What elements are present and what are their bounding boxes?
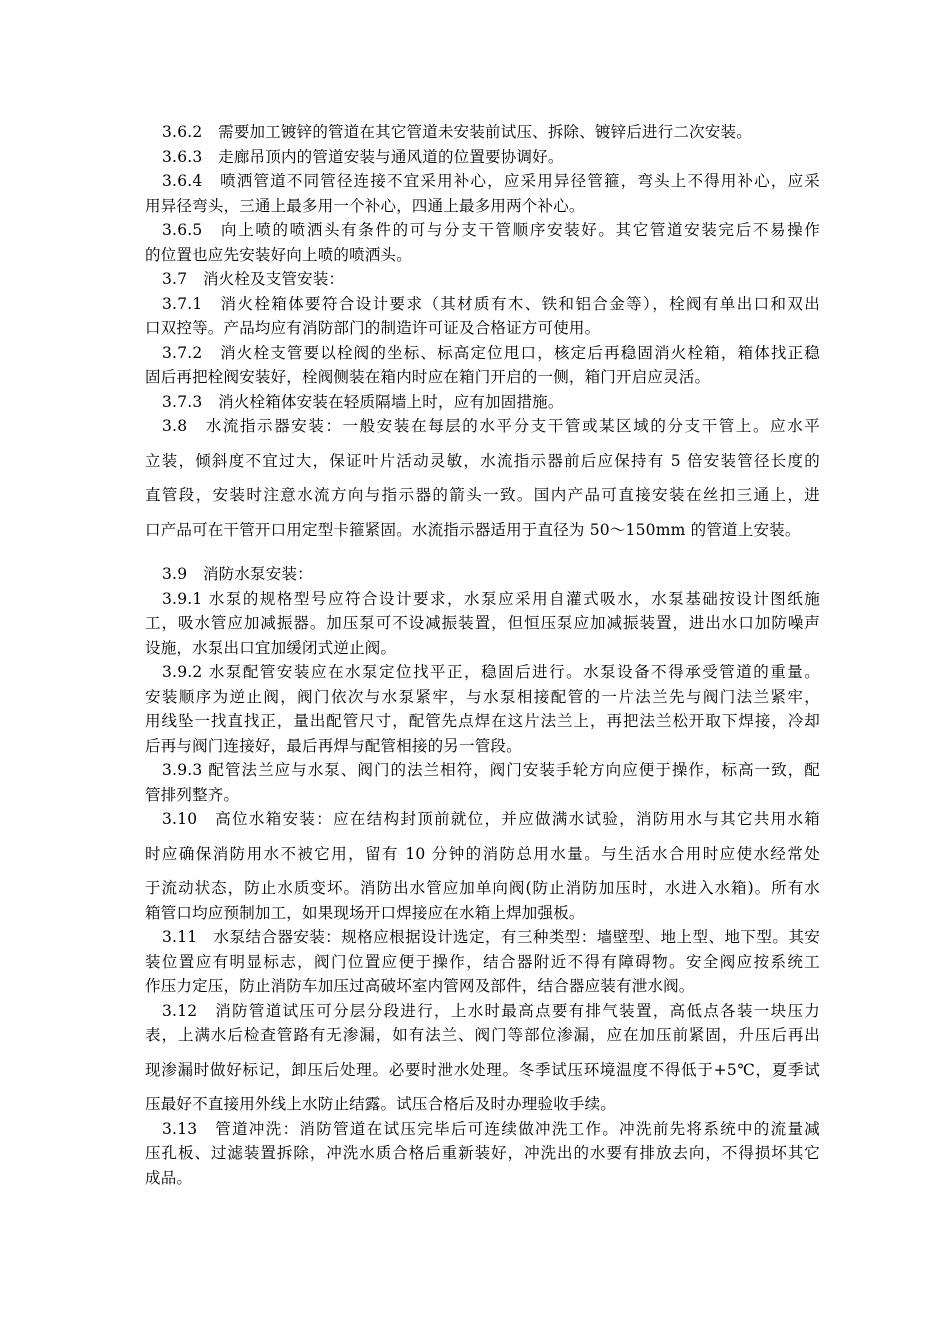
text-line: 后再与阀门连接好，最后再焊与配管相接的另一管段。 xyxy=(145,736,522,755)
text-line: 压最好不直接用外线上水防止结露。试压合格后及时办理验收手续。 xyxy=(145,1095,617,1113)
text-line: 工，吸水管应加减振器。加压泵可不设减振装置，但恒压泵应加减振装置，进出水口加防噪声 xyxy=(145,614,820,632)
text-line: 3.8 水流指示器安装：一般安装在每层的水平分支干管或某区域的分支干管上。应水平 xyxy=(162,417,820,435)
text-line: 3.9.1 水泵的规格型号应符合设计要求，水泵应采用自灌式吸水，水泵基础按设计图纸施 xyxy=(162,589,820,608)
text-line: 3.7.3 消火栓箱体安装在轻质隔墙上时，应有加固措施。 xyxy=(162,392,564,411)
text-line: 立装，倾斜度不宜过大，保证叶片活动灵敏，水流指示器前后应保持有 5 倍安装管径长度的 xyxy=(145,451,820,470)
text-line: 用线坠一找直找正，量出配管尺寸，配管先点焊在这片法兰上，再把法兰松开取下焊接，冷却 xyxy=(145,712,820,730)
para-3-13 xyxy=(145,1117,820,1191)
para-3-12 xyxy=(145,999,820,1117)
section-heading: 3.7 消火栓及支管安装： xyxy=(162,270,345,288)
para-3-6-3 xyxy=(145,145,820,170)
para-3-9-3 xyxy=(145,758,820,807)
text-line: 装位置应有明显标志，阀门位置应便于操作，结合器附近不得有障碍物。安全阀应按系统工 xyxy=(145,952,820,971)
para-3-6-4 xyxy=(145,169,820,218)
text-line: 3.12 消防管道试压可分层分段进行，上水时最高点要有排气装置，高低点各装一块压力 xyxy=(162,1001,820,1020)
text-line: 作压力定压，防止消防车加压过高破坏室内管网及部件，结合器应装有泄水阀。 xyxy=(145,977,695,995)
text-line: 3.9.2 水泵配管安装应在水泵定位找平正，稳固后进行。水泵设备不得承受管道的重量。 xyxy=(162,663,820,681)
text-line: 箱管口均应预制加工，如果现场开口焊接应在水箱上焊加强板。 xyxy=(145,903,585,922)
para-3-7-3 xyxy=(145,390,820,415)
text-line: 3.6.4 喷洒管道不同管径连接不宜采用补心，应采用异径管箍，弯头上不得用补心，应采 xyxy=(162,172,820,190)
text-line: 时应确保消防用水不被它用，留有 10 分钟的消防总用水量。与生活水合用时应使水经常处 xyxy=(145,844,820,863)
para-3-6-5 xyxy=(145,218,820,267)
text-line: 的位置也应先安装好向上喷的喷洒头。 xyxy=(145,245,412,264)
para-3-11 xyxy=(145,925,820,999)
text-line: 3.11 水泵结合器安装：规格应根据设计选定，有三种类型：墙壁型、地上型、地下型。其安 xyxy=(162,928,820,946)
text-line: 表，上满水后检查管路有无渗漏，如有法兰、阀门等部位渗漏，应在加压前紧固，升压后再出 xyxy=(145,1026,820,1044)
text-line: 3.7.2 消火栓支管要以栓阀的坐标、标高定位甩口，核定后再稳固消火栓箱，箱体找正稳 xyxy=(162,343,820,362)
text-line: 现渗漏时做好标记，卸压后处理。必要时泄水处理。冬季试压环境温度不得低于+5℃，夏季试 xyxy=(145,1060,820,1079)
document-body xyxy=(145,120,820,1190)
text-line: 3.9.3 配管法兰应与水泵、阀门的法兰相符，阀门安装手轮方向应便于操作，标高一致，配 xyxy=(162,761,820,779)
para-3-9-2 xyxy=(145,660,820,758)
section-heading: 3.9 消防水泵安装： xyxy=(162,565,313,583)
text-line: 于流动状态，防止水质变坏。消防出水管应加单向阀(防止消防加压时，水进入水箱)。所有水 xyxy=(145,879,820,897)
text-line: 固后再把栓阀安装好，栓阀侧装在箱内时应在箱门开启的一侧，箱门开启应灵活。 xyxy=(145,368,711,386)
text-line: 口产品可在干管开口用定型卡箍紧固。水流指示器适用于直径为 50～150mm 的管道上安装。 xyxy=(145,520,801,539)
text-line: 3.7.1 消火栓箱体要符合设计要求（其材质有木、铁和铝合金等），栓阀有单出口和双出 xyxy=(162,294,820,313)
text-line: 压孔板、过滤装置拆除，冲洗水质合格后重新装好，冲洗出的水要有排放去向，不得损坏其它 xyxy=(145,1144,820,1162)
text-line: 直管段，安装时注意水流方向与指示器的箭头一致。国内产品可直接安装在丝扣三通上，进 xyxy=(145,486,820,504)
text-line: 口双控等。产品均应有消防部门的制造许可证及合格证方可使用。 xyxy=(145,319,601,337)
heading-3-9 xyxy=(145,562,820,587)
text-line: 3.6.5 向上喷的喷洒头有条件的可与分支干管顺序安装好。其它管道安装完后不易操作 xyxy=(162,221,820,239)
para-3-10 xyxy=(145,807,820,925)
para-3-9-1 xyxy=(145,587,820,661)
text-line: 安装顺序为逆止阀，阀门依次与水泵紧牢，与水泵相接配管的一片法兰先与阀门法兰紧牢， xyxy=(145,687,820,706)
text-line: 设施，水泵出口宜加缓闭式逆止阀。 xyxy=(145,638,397,657)
text-line: 3.6.2 需要加工镀锌的管道在其它管道未安装前试压、拆除、镀锌后进行二次安装。 xyxy=(162,123,752,141)
text-line: 3.10 高位水箱安装：应在结构封顶前就位，并应做满水试验，消防用水与其它共用水箱 xyxy=(162,810,820,828)
text-line: 3.6.3 走廊吊顶内的管道安装与通风道的位置要协调好。 xyxy=(162,147,564,166)
para-3-6-2 xyxy=(145,120,820,145)
text-line: 成品。 xyxy=(145,1168,193,1187)
text-line: 用异径弯头，三通上最多用一个补心，四通上最多用两个补心。 xyxy=(145,196,585,215)
para-3-7-2 xyxy=(145,341,820,390)
text-line: 3.13 管道冲洗：消防管道在试压完毕后可连续做冲洗工作。冲洗前先将系统中的流量减 xyxy=(162,1119,820,1138)
para-3-8 xyxy=(145,414,820,542)
para-3-7-1 xyxy=(145,292,820,341)
text-line: 管排列整齐。 xyxy=(145,785,240,804)
heading-3-7 xyxy=(145,267,820,292)
